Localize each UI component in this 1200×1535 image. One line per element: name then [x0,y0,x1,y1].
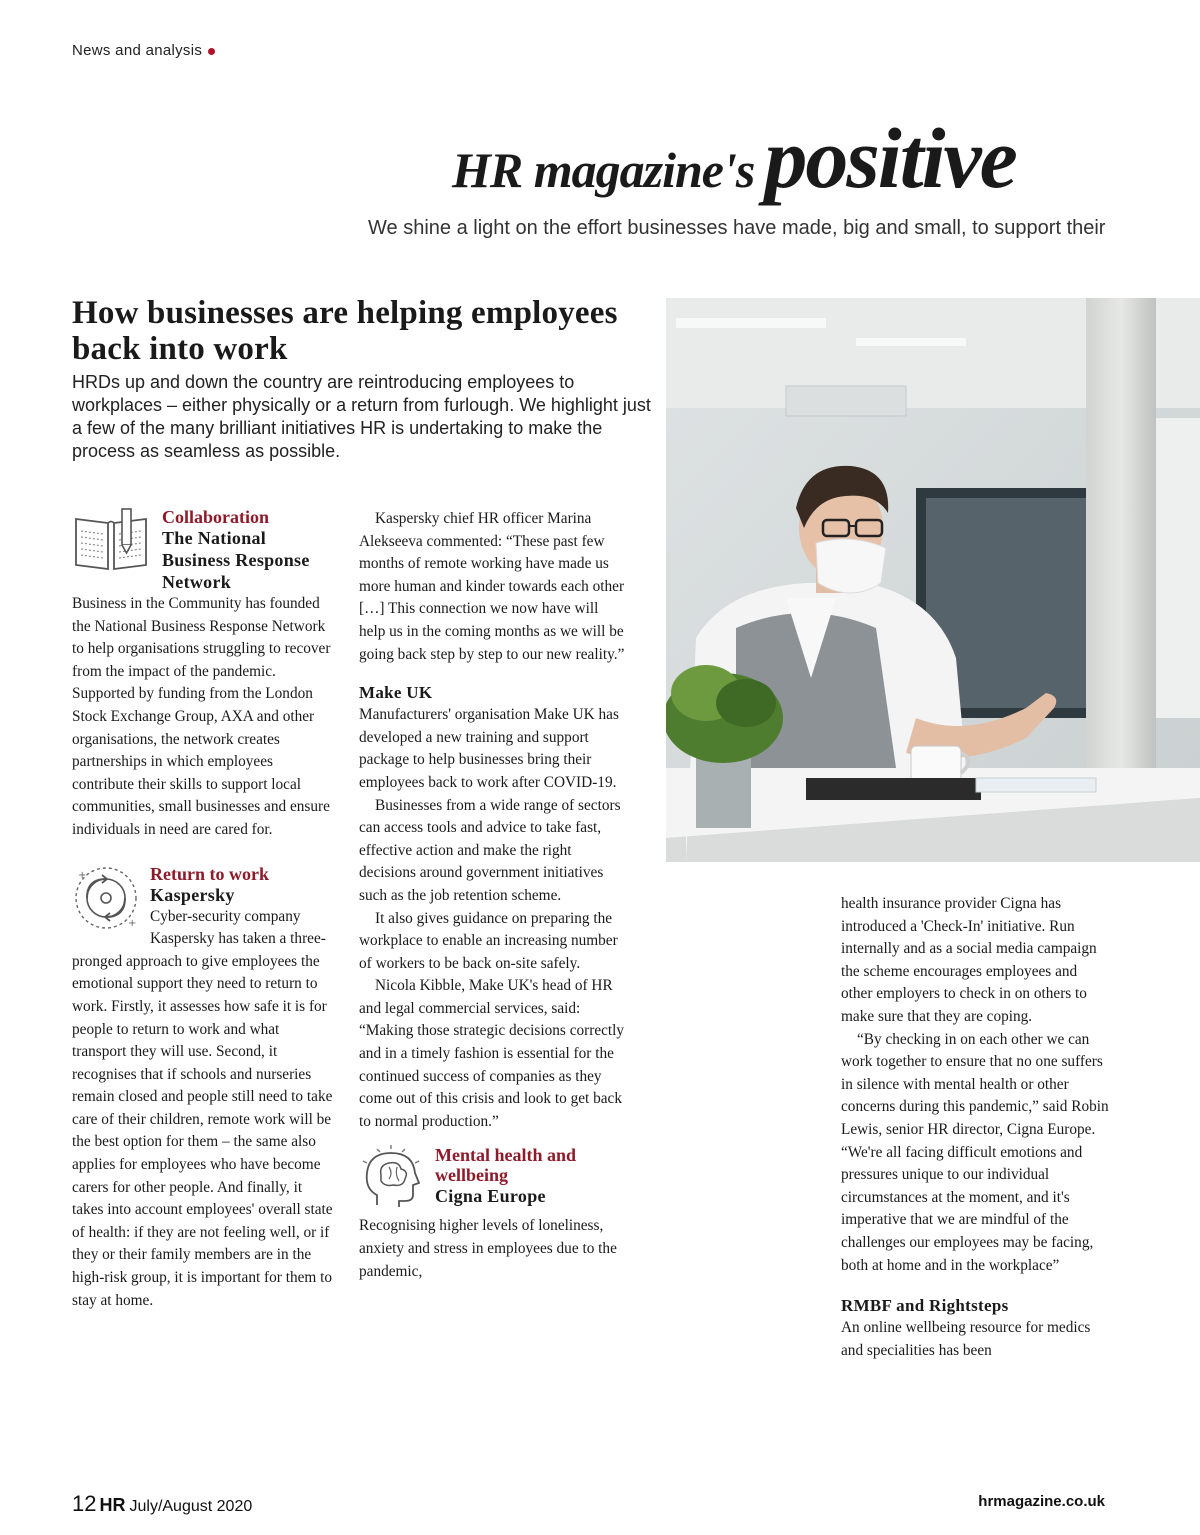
return-to-work-body: Cyber-security company Kaspersky has taken a three-pronged approach to give employees the emotional support they need to return to work. Firstly, it assesses how safe it is for people to return to work and what transport they will use. Second, it recognises that if schools and nurseries remain closed and people still need to take care of their children, remote work will be the best option for them – the same also applies for employees who have become carers for other people. And finally, it takes into account employees' overall state of health: if they are not feeling well, or if they or their family members are in the high-risk group, it is important for them to stay at home. [72,907,333,1309]
rmbf-heading: RMBF and Rightsteps [841,1296,1009,1316]
return-to-work-org: Kaspersky [150,884,235,905]
cigna-quote: “By checking in on each other we can work together to ensure that no one suffers in silence with mental health or other concerns during this pandemic,” said Robin Lewis, senior HR director, Cigna Europe. “We're all facing difficult emotions and pressures unique to our individual circumstances at the moment, and it's imperative that we are mindful of the challenges our employees may be facing, both at home and in the workplace” [841,1030,1109,1274]
collaboration-org: The National Business Response Network [162,528,310,592]
issue-date: July/August 2020 [129,1498,253,1515]
collaboration-body: Business in the Community has founded the National Business Response Network to help organisations struggling to recover from the impact of the pandemic. Supported by funding from the London Stock Exchange Group, AXA and other organisations, the network creates partnerships in which employees contribute their skills to support local communities, small businesses and ensure individuals in need are cared for. [72,595,331,838]
page-folio [72,1491,252,1517]
column-3 [841,893,1109,1362]
make-uk-p3: It also gives guidance on preparing the workplace to enable an increasing number of workers to be back on-site safely. [359,909,618,972]
make-uk-p4: Nicola Kibble, Make UK's head of HR and legal commercial services, said: “Making those strategic decisions correctly and in a timely fashion is essential for the continued success of companies as they come out of this crisis and look to get back to normal production.” [359,977,625,1130]
mental-health-body-cont: health insurance provider Cigna has introduced a 'Check-In' initiative. Run internally and as a social media campaign the scheme encourages employees and other employers to check in on others to make sure that they are coping. [841,895,1097,1025]
return-to-work-kicker: Return to work [150,863,269,884]
rmbf-body: An online wellbeing resource for medics and specialities has been [841,1319,1091,1359]
compass-arrows-icon [72,864,140,932]
office-worker-photo [666,298,1200,862]
page-number: 12 [72,1491,97,1516]
svg-text:+: + [78,869,87,881]
make-uk-heading: Make UK [359,683,433,703]
mental-health-body: Recognising higher levels of loneliness, anxiety and stress in employees due to the pandemic, [359,1217,617,1280]
mental-health-kicker: Mental health and wellbeing [435,1145,577,1186]
kaspersky-quote: Kaspersky chief HR officer Marina Alekseeva commented: “These past few months of remote working have made us more human and kinder towards each other […] This connection we now have will help us in the coming months as we will be going back step by step to our new reality.” [359,510,625,663]
feature-standfirst: We shine a light on the effort businesses have made, big and small, to support their [368,217,1106,239]
hero-photo [666,298,1200,862]
feature-title-part2: positive [764,110,1016,206]
open-book-pencil-icon [72,507,152,577]
section-dot-icon [208,48,215,55]
column-2 [359,508,627,1283]
collaboration-kicker: Collaboration [162,507,270,527]
svg-text:+: + [128,917,137,929]
feature-title [452,108,1016,208]
make-uk-p2: Businesses from a wide range of sectors can access tools and advice to take fast, effective action and make the right decisions around government initiatives such as the job retention scheme. [359,796,621,904]
article-intro: HRDs up and down the country are reintroducing employees to workplaces – either physically or a return from furlough. We highlight just a few of the many brilliant initiatives HR is undertaking to make the process as seamless as possible. [72,372,651,461]
mental-health-org: Cigna Europe [435,1186,546,1207]
section-label [72,42,215,59]
site-url: hrmagazine.co.uk [978,1493,1105,1510]
make-uk-p1: Manufacturers' organisation Make UK has developed a new training and support package to help businesses bring their employees back to work after COVID-19. [359,706,619,791]
article-headline: How businesses are helping employees back into work [72,295,618,367]
feature-title-part1: HR magazine's [452,142,755,198]
head-brain-icon [359,1145,425,1213]
section-label-text: News and analysis [72,42,203,59]
column-1 [72,507,337,1312]
magazine-name: HR [99,1495,126,1515]
